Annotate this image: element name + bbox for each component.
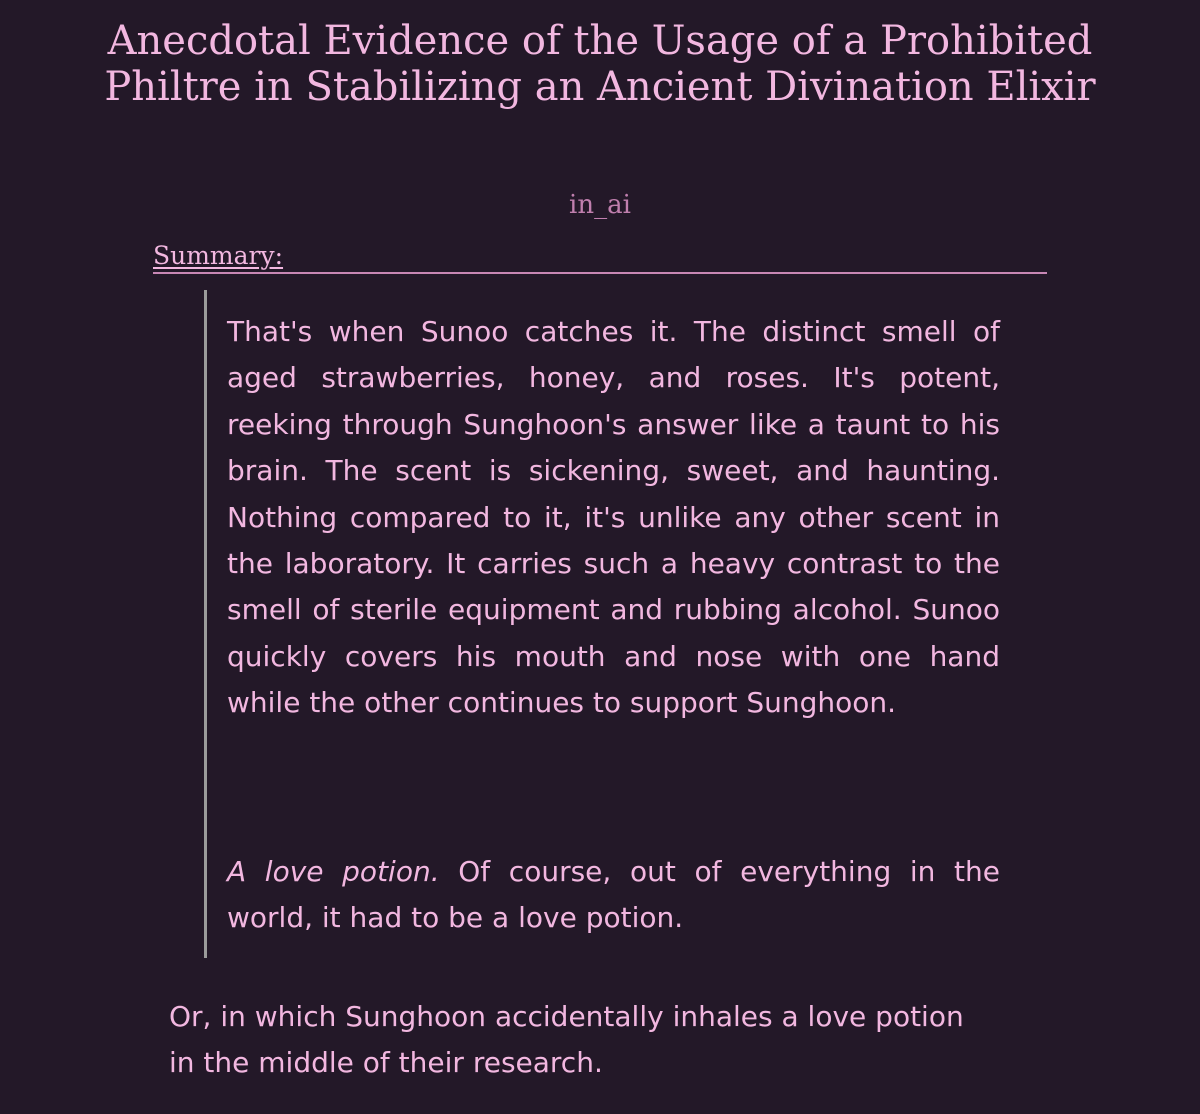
summary-quote-paragraph: That's when Sunoo catches it. The distinct smell of aged strawberries, honey, and roses. It's potent, reeking through Sunghoon's answer like a taunt to his brain. The scent is sickening, sweet, and haunting. Nothing compared to it, it's unlike any other scent in the laboratory. It carries such a heavy contrast to the smell of sterile equipment and rubbing alcohol. Sunoo quickly covers his mouth and nose with one hand while the other continues to support Sunghoon.	[227, 315, 1000, 720]
summary-after-text: Or, in which Sunghoon accidentally inhales a love potion in the middle of their research.	[169, 1000, 964, 1079]
summary-blockquote	[204, 290, 1000, 958]
work-title: Anecdotal Evidence of the Usage of a Prohibited Philtre in Stabilizing an Ancient Divination Elixir	[104, 18, 1096, 110]
summary-quote-italic: A love potion.	[227, 855, 440, 888]
summary-heading-label: Summary:	[153, 241, 284, 270]
author-link[interactable]: in_ai	[569, 190, 631, 220]
summary-quote-text: Of course, out of everything in the world, it had to be a love potion.	[227, 855, 1000, 935]
summary-quote-paragraph	[227, 849, 1000, 942]
summary-heading	[153, 242, 1047, 274]
